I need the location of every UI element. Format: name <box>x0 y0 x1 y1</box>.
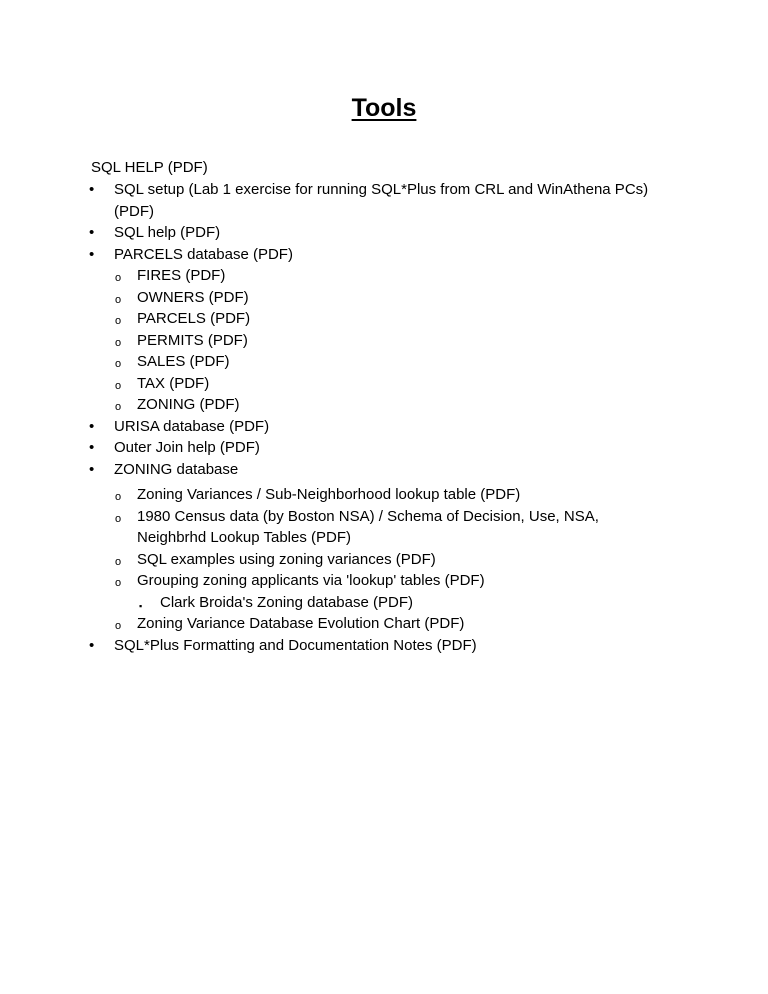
list-item-text: Grouping zoning applicants via 'lookup' tables (PDF) <box>137 572 485 589</box>
list-item <box>0 570 768 592</box>
list-item <box>0 416 768 438</box>
list-item <box>0 351 768 373</box>
tools-list <box>0 179 768 656</box>
circle-marker: o <box>115 401 122 413</box>
list-item <box>0 459 768 481</box>
list-item-text: PERMITS (PDF) <box>137 331 248 349</box>
list-item <box>0 506 768 549</box>
list-item <box>0 613 768 635</box>
list-item-text: Outer Join help (PDF) <box>114 439 260 456</box>
list-item-text: SQL examples using zoning variances (PDF) <box>137 550 436 568</box>
list-item <box>0 373 768 395</box>
bullet-marker: • <box>89 460 95 478</box>
list-item <box>0 287 768 309</box>
list-item <box>0 549 768 571</box>
page-title: Tools <box>351 94 417 122</box>
circle-marker: o <box>115 315 122 327</box>
list-item-text: SQL help (PDF) <box>114 224 221 241</box>
circle-marker: o <box>115 577 122 589</box>
list-item-text: SQL setup (Lab 1 exercise for running SQL*Plus from CRL and WinAthena PCs) (PDF) <box>114 181 649 220</box>
list-item-text: FIRES (PDF) <box>137 267 226 284</box>
bullet-marker: • <box>89 439 95 456</box>
list-item-text: ZONING (PDF) <box>137 396 240 413</box>
bullet-marker: • <box>89 181 95 198</box>
list-item <box>0 265 768 287</box>
circle-marker: o <box>115 336 122 349</box>
bullet-marker: • <box>89 224 95 241</box>
bullet-marker: • <box>89 636 95 654</box>
list-item-text: Zoning Variances / Sub-Neighborhood lookup table (PDF) <box>137 486 521 503</box>
section-heading: SQL HELP (PDF) <box>91 159 208 176</box>
circle-marker: o <box>115 293 122 306</box>
bullet-marker: • <box>89 417 95 435</box>
list-item <box>0 330 768 352</box>
list-item-text: ZONING database <box>114 460 239 478</box>
list-item <box>0 308 768 330</box>
list-item <box>0 484 768 506</box>
circle-marker: o <box>115 491 122 503</box>
circle-marker: o <box>115 379 122 392</box>
list-item-text: TAX (PDF) <box>137 374 210 392</box>
list-item-text: OWNERS (PDF) <box>137 288 249 306</box>
circle-marker: o <box>115 555 122 568</box>
bullet-marker: • <box>89 245 95 263</box>
square-marker: ▪ <box>139 600 143 611</box>
list-item <box>0 635 768 657</box>
circle-marker: o <box>115 512 122 525</box>
list-item-text: URISA database (PDF) <box>114 417 270 435</box>
list-item-text: 1980 Census data (by Boston NSA) / Schema of Decision, Use, NSA, Neighbrhd Lookup Tables (PDF) <box>137 507 599 546</box>
list-item <box>0 394 768 416</box>
list-item <box>0 437 768 459</box>
list-item <box>0 244 768 266</box>
list-item-text: Zoning Variance Database Evolution Chart (PDF) <box>137 615 465 632</box>
list-item <box>0 222 768 244</box>
list-item <box>0 592 768 614</box>
circle-marker: o <box>115 358 122 370</box>
list-item-text: SQL*Plus Formatting and Documentation Notes (PDF) <box>114 636 477 654</box>
list-item-text: SALES (PDF) <box>137 353 230 370</box>
circle-marker: o <box>115 272 122 284</box>
list-item-text: Clark Broida's Zoning database (PDF) <box>160 593 413 611</box>
list-item-text: PARCELS (PDF) <box>137 310 251 327</box>
list-item <box>0 179 768 222</box>
circle-marker: o <box>115 620 122 632</box>
list-item-text: PARCELS database (PDF) <box>114 245 293 263</box>
